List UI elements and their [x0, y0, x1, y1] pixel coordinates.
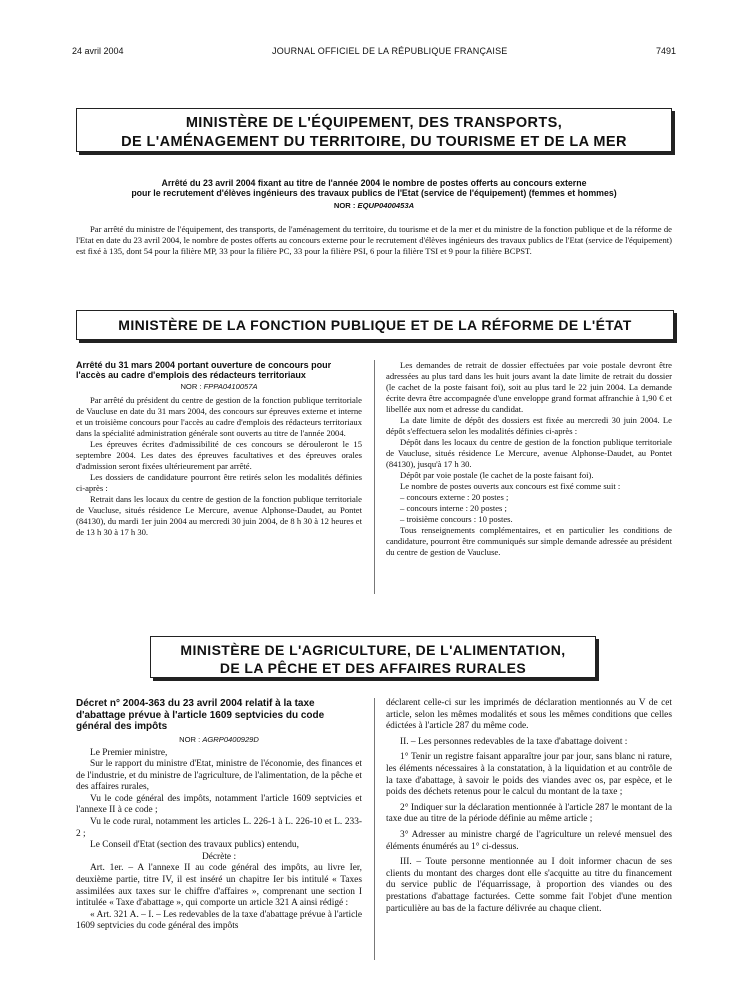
nor-reference [76, 201, 672, 211]
ministry-heading-text: MINISTÈRE DE LA FONCTION PUBLIQUE ET DE LA RÉFORME DE L'ÉTAT [118, 317, 632, 333]
paragraph: Par arrêté du ministre de l'équipement, des transports, de l'aménagement du territoire, du tourisme et de la mer et du ministre de la fonction publique et de la réforme de l'Etat en date du 23 avril 2004, le nombre de postes offerts au concours externe pour le recrutement d'élèves ingénieurs des travaux publics de l'Etat (service de l'équipement) est fixé à 135, dont 54 pour la filière MP, 33 pour la filière PC, 33 pour la filière PSI, 6 pour la filière TSI et 9 pour la filière BCPST. [76, 224, 672, 256]
paragraph: 3° Adresser au ministre chargé de l'agriculture un relevé mensuel des éléments énumérés au 1° ci-dessus. [386, 829, 672, 852]
paragraph: 2° Indiquer sur la déclaration mentionnée à l'article 287 le montant de la taxe due au titre de la période définie au même article ; [386, 802, 672, 825]
paragraph: Le nombre de postes ouverts aux concours est fixé comme suit : [400, 481, 621, 491]
paragraph: 1° Tenir un registre faisant apparaître jour par jour, sans blanc ni rature, les éléments nécessaires à la constatation, à la liquidation et au contrôle de la taxe d'abattage, à savoir le poids des viandes avec os, par espèce, et le poids des déchets retenus pour le calcul du montant de la taxe ; [386, 752, 672, 798]
paragraph: « Art. 321 A. – I. – Les redevables de la taxe d'abattage prévue à l'article 1609 septvicies du code général des impôts [76, 909, 362, 932]
paragraph: II. – Les personnes redevables de la taxe d'abattage doivent : [400, 736, 628, 747]
nor-label: NOR : [180, 382, 204, 391]
decrete-heading: Décrète : [201, 851, 237, 862]
paragraph: Art. 1er. – A l'annexe II au code général des impôts, au livre Ier, deuxième partie, titre IV, il est inséré un chapitre Ier bis intitulé « Taxes assimilées aux taxes sur le chiffre d'affaires », comprenant une section I intitulée « Taxe d'abattage », qui comporte un article 321 A ainsi rédigé : [76, 863, 362, 909]
paragraph: La date limite de dépôt des dossiers est fixée au mercredi 30 juin 2004. Le dépôt s'effectuera selon les modalités définies ci-après : [386, 415, 672, 436]
header-date: 24 avril 2004 [72, 46, 124, 56]
nor-reference [76, 382, 362, 391]
paragraph: Dépôt par voie postale (le cachet de la poste faisant foi). [400, 470, 594, 480]
paragraph: Le Premier ministre, [90, 747, 168, 758]
column-divider [374, 698, 375, 960]
decree-title-line1: Arrêté du 23 avril 2004 fixant au titre de l'année 2004 le nombre de postes offerts au concours externe [161, 178, 587, 188]
paragraph: Les épreuves écrites d'admissibilité de ces concours se dérouleront le 15 septembre 2004. Les dates des épreuves facultatives et des épreuves orales d'admission seront fixées ultérieurement par arrêté. [76, 439, 362, 471]
column-left-section2 [76, 360, 362, 538]
column-divider [374, 360, 375, 594]
decree-body-equipement [76, 224, 672, 257]
decree-title-line2: pour le recrutement d'élèves ingénieurs des travaux publics de l'Etat (service de l'équipement) (femmes et hommes) [131, 188, 617, 198]
page-number: 7491 [655, 46, 676, 56]
journal-title: JOURNAL OFFICIEL DE LA RÉPUBLIQUE FRANÇAISE [272, 46, 508, 56]
decree-title-agriculture: Décret n° 2004-363 du 23 avril 2004 relatif à la taxe d'abattage prévue à l'article 1609 septvicies du code général des impôts [76, 698, 325, 732]
nor-label: NOR : [333, 201, 358, 210]
ministry-heading-equipement [76, 108, 672, 152]
nor-code: FPPA0410057A [203, 382, 258, 391]
paragraph: Par arrêté du président du centre de gestion de la fonction publique territoriale de Vaucluse en date du 31 mars 2004, des concours sur épreuves externe et interne et un troisième concours pour l'accès au cadre d'emplois des rédacteurs territoriaux dans la spécialité administration générale sont ouverts au titre de l'année 2004. [76, 395, 362, 438]
decree-title-fonction-publique: Arrêté du 31 mars 2004 portant ouverture de concours pour l'accès au cadre d'emplois des rédacteurs territoriaux [76, 360, 332, 380]
list-item: – concours externe : 20 postes ; [400, 492, 509, 502]
paragraph: III. – Toute personne mentionnée au I doit informer chacun de ses clients du montant des charges dont elle s'acquitte au titre du financement du service public de l'équarrissage, à proportion des viandes ou des prestations d'abattage facturées. Cette somme fait l'objet d'une mention particulière au bas de la facture délivrée au chaque client. [386, 857, 672, 914]
nor-code: AGRP0400929D [202, 734, 259, 744]
ministry-heading-line2: DE LA PÊCHE ET DES AFFAIRES RURALES [219, 660, 527, 676]
paragraph: Retrait dans les locaux du centre de gestion de la fonction publique territoriale de Vaucluse, situés résidence Le Mercure, avenue Alphonse-Daudet, au Pontet (84130), du mardi 1er juin 2004 au mercredi 30 juin 2004, de 8 h 30 à 12 heures et de 13 h 30 à 17 h 30. [76, 494, 362, 537]
ministry-heading-line1: MINISTÈRE DE L'ÉQUIPEMENT, DES TRANSPORTS, [185, 115, 563, 131]
nor-label: NOR : [179, 734, 203, 744]
paragraph: Les demandes de retrait de dossier effectuées par voie postale devront être adressées au plus tard dans les huit jours avant la date limite de retrait du dossier (le cachet de la poste faisant foi), soit au plus tard le 22 juin 2004. La demande écrite devra être accompagnée d'une enveloppe grand format affranchie à 1,90 € et libellée aux nom et adresse du candidat. [386, 360, 672, 414]
nor-code: EQUP0400453A [357, 201, 415, 210]
paragraph: Le Conseil d'Etat (section des travaux publics) entendu, [90, 840, 299, 851]
ministry-heading-line2: DE L'AMÉNAGEMENT DU TERRITOIRE, DU TOURISME ET DE LA MER [121, 134, 627, 150]
ministry-heading-fonction-publique [76, 310, 674, 340]
page-header [72, 46, 676, 56]
nor-reference [76, 735, 362, 744]
paragraph: Vu le code général des impôts, notamment l'article 1609 septvicies et l'annexe II à ce code ; [76, 793, 362, 816]
list-item: – concours interne : 20 postes ; [400, 503, 507, 513]
column-left-section3 [76, 698, 362, 933]
ministry-heading-agriculture [150, 636, 596, 678]
ministry-heading-line1: MINISTÈRE DE L'AGRICULTURE, DE L'ALIMENTATION, [180, 642, 566, 658]
paragraph: Vu le code rural, notamment les articles L. 226-1 à L. 226-10 et L. 233-2 ; [76, 817, 362, 839]
column-right-section3 [386, 698, 672, 915]
paragraph: Dépôt dans les locaux du centre de gestion de la fonction publique territoriale de Vaucluse, situés résidence Le Mercure, avenue Alphonse-Daudet, au Pontet (84130), jusqu'à 17 h 30. [386, 437, 672, 469]
paragraph: Les dossiers de candidature pourront être retirés selon les modalités définies ci-après : [76, 472, 362, 493]
paragraph: Tous renseignements complémentaires, et en particulier les conditions de candidature, pourront être communiqués sur simple demande adressée au président du centre de gestion de Vaucluse. [386, 525, 672, 557]
column-right-section2 [386, 360, 672, 558]
decree-title-equipement [76, 178, 672, 215]
paragraph: déclarent celle-ci sur les imprimés de déclaration mentionnés au V de cet article, selon les mêmes modalités et sous les mêmes conditions que celles édictées à l'article 287 du même code. [386, 698, 672, 732]
list-item: – troisième concours : 10 postes. [400, 514, 513, 524]
paragraph: Sur le rapport du ministre d'Etat, ministre de l'économie, des finances et de l'industrie, et du ministre de l'agriculture, de l'alimentation, de la pêche et des affaires rurales, [76, 759, 362, 793]
